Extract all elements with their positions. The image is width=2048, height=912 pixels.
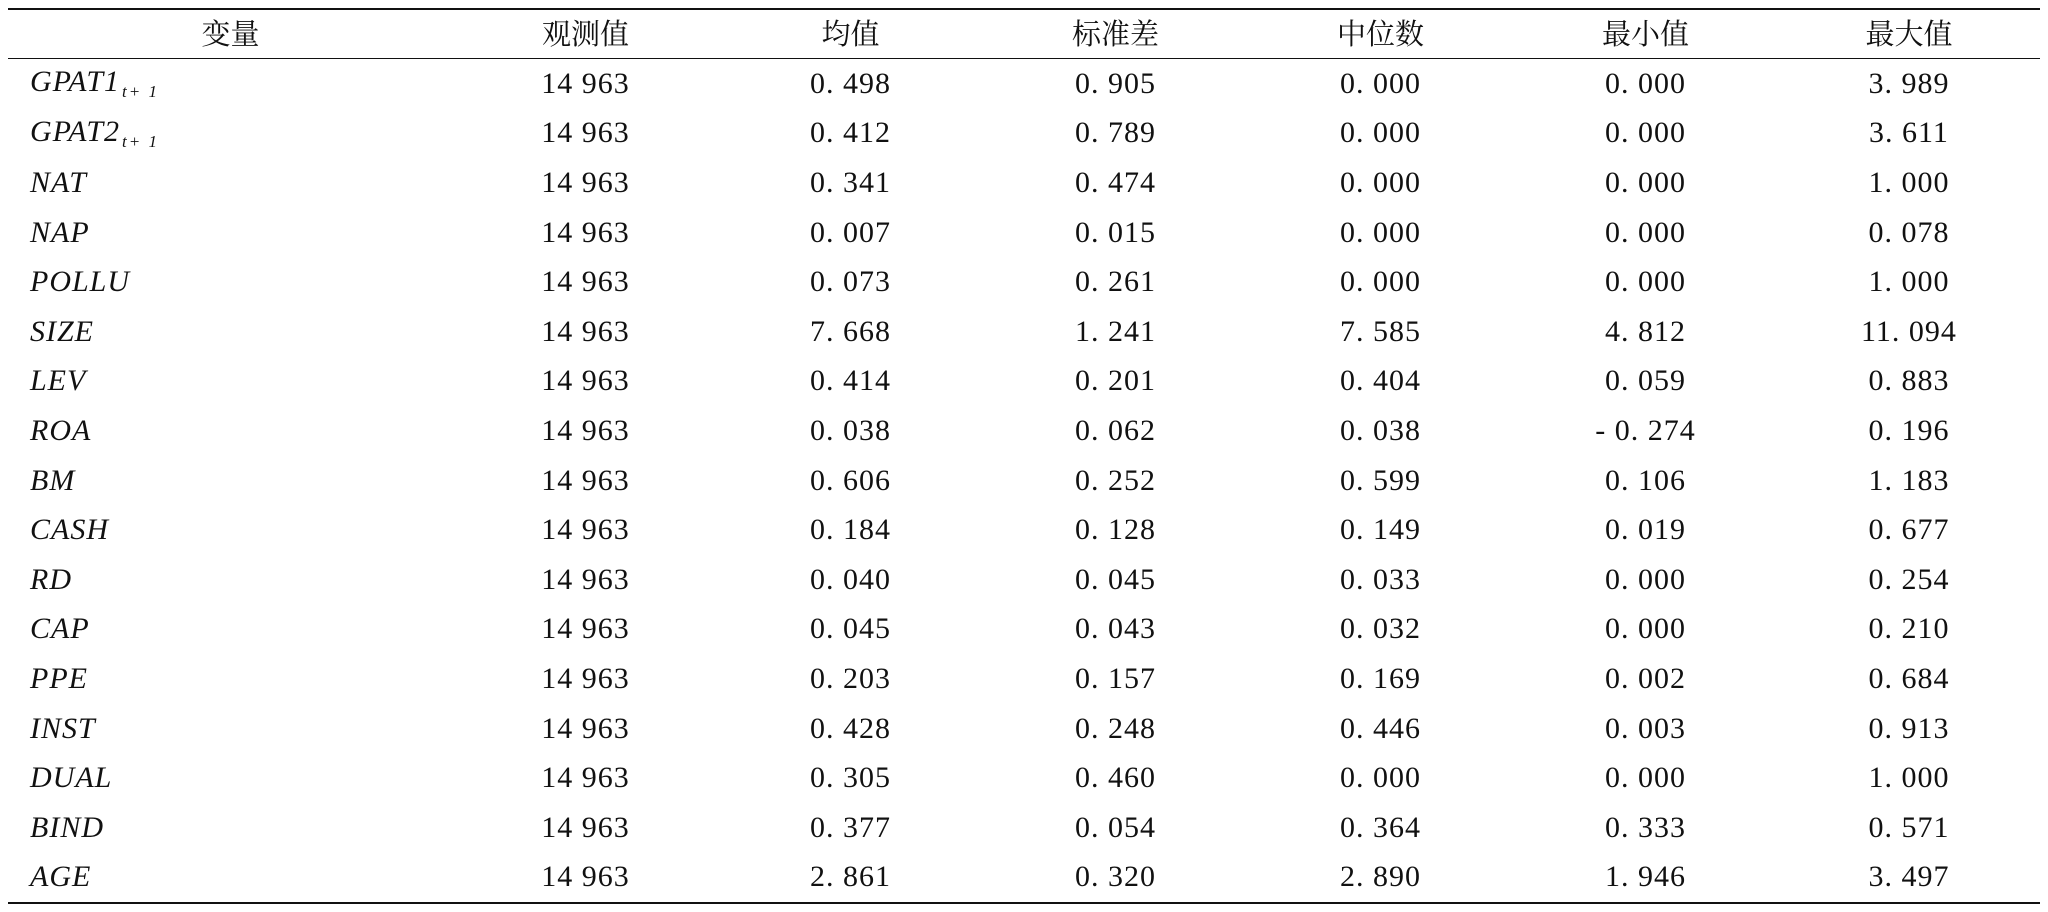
std-dev-value: 0. 015	[1075, 215, 1156, 249]
observations-value: 14 963	[541, 116, 630, 150]
std-dev-value: 0. 460	[1075, 761, 1156, 795]
table-row	[8, 357, 2040, 407]
table-row	[8, 59, 2040, 109]
std-dev-value: 0. 062	[1075, 413, 1156, 447]
table-row	[8, 753, 2040, 803]
max-value: 0. 913	[1868, 711, 1950, 745]
observations-value: 14 963	[541, 215, 630, 249]
mean-value: 7. 668	[810, 314, 891, 348]
max-value: 3. 497	[1868, 860, 1950, 894]
std-dev-value: 0. 054	[1075, 810, 1156, 844]
median-value: 0. 149	[1340, 513, 1421, 547]
median-value: 2. 890	[1340, 860, 1421, 894]
observations-value: 14 963	[541, 364, 630, 398]
min-value: 4. 812	[1605, 314, 1686, 348]
min-value: 0. 106	[1605, 463, 1686, 497]
table-row	[8, 605, 2040, 655]
table-row	[8, 158, 2040, 208]
median-value: 7. 585	[1340, 314, 1421, 348]
min-value: 0. 000	[1605, 116, 1686, 150]
mean-value: 0. 412	[810, 116, 891, 150]
variable-name: CAP	[30, 612, 90, 646]
observations-value: 14 963	[541, 413, 630, 447]
min-value: 0. 002	[1605, 661, 1686, 695]
std-dev-value: 0. 261	[1075, 265, 1156, 299]
header-std-dev: 标准差	[1071, 16, 1159, 51]
variable-name: POLLU	[30, 265, 131, 299]
mean-value: 0. 305	[810, 761, 891, 795]
max-value: 1. 000	[1868, 761, 1950, 795]
table-row	[8, 555, 2040, 605]
table-row	[8, 654, 2040, 704]
variable-name: BM	[30, 463, 76, 497]
variable-name: LEV	[30, 364, 87, 398]
mean-value: 0. 038	[810, 413, 891, 447]
median-value: 0. 038	[1340, 413, 1421, 447]
table-row	[8, 406, 2040, 456]
observations-value: 14 963	[541, 165, 630, 199]
observations-value: 14 963	[541, 562, 630, 596]
variable-name: BIND	[30, 810, 104, 844]
variable-name: GPAT2 $_{t+ 1}$	[30, 114, 159, 151]
descriptive-statistics-table	[8, 8, 2040, 904]
max-value: 1. 000	[1868, 165, 1950, 199]
median-value: 0. 446	[1340, 711, 1421, 745]
observations-value: 14 963	[541, 711, 630, 745]
mean-value: 0. 073	[810, 265, 891, 299]
median-value: 0. 000	[1340, 165, 1421, 199]
mean-value: 0. 040	[810, 562, 891, 596]
table-row	[8, 257, 2040, 307]
std-dev-value: 0. 201	[1075, 364, 1156, 398]
mean-value: 0. 377	[810, 810, 891, 844]
header-observations: 观测值	[541, 16, 629, 51]
std-dev-value: 0. 043	[1075, 612, 1156, 646]
min-value: 0. 019	[1605, 513, 1686, 547]
observations-value: 14 963	[541, 860, 630, 894]
variable-name: GPAT1 $_{t+ 1}$	[30, 65, 159, 102]
max-value: 0. 254	[1868, 562, 1950, 596]
variable-subscript: t+ 1	[122, 131, 159, 151]
max-value: 0. 883	[1868, 364, 1950, 398]
mean-value: 0. 045	[810, 612, 891, 646]
max-value: 0. 196	[1868, 413, 1950, 447]
observations-value: 14 963	[541, 314, 630, 348]
max-value: 3. 611	[1869, 116, 1949, 150]
min-value: 0. 000	[1605, 562, 1686, 596]
std-dev-value: 0. 157	[1075, 661, 1156, 695]
header-mean: 均值	[821, 16, 880, 51]
table-row	[8, 109, 2040, 159]
max-value: 0. 677	[1868, 513, 1950, 547]
variable-name: PPE	[30, 661, 88, 695]
variable-name: NAP	[30, 215, 90, 249]
variable-name: DUAL	[30, 761, 113, 795]
median-value: 0. 000	[1340, 761, 1421, 795]
min-value: 0. 000	[1605, 612, 1686, 646]
mean-value: 2. 861	[810, 860, 891, 894]
mean-value: 0. 203	[810, 661, 891, 695]
median-value: 0. 033	[1340, 562, 1421, 596]
std-dev-value: 0. 128	[1075, 513, 1156, 547]
std-dev-value: 0. 045	[1075, 562, 1156, 596]
std-dev-value: 0. 905	[1075, 66, 1156, 100]
min-value: 1. 946	[1605, 860, 1686, 894]
max-value: 11. 094	[1861, 314, 1957, 348]
observations-value: 14 963	[541, 761, 630, 795]
max-value: 1. 000	[1868, 265, 1950, 299]
median-value: 0. 599	[1340, 463, 1421, 497]
min-value: 0. 000	[1605, 215, 1686, 249]
table-bottom-rule	[8, 902, 2040, 904]
header-variable: 变量	[201, 16, 260, 51]
variable-subscript: t+ 1	[122, 82, 159, 102]
observations-value: 14 963	[541, 513, 630, 547]
std-dev-value: 0. 252	[1075, 463, 1156, 497]
max-value: 0. 078	[1868, 215, 1950, 249]
min-value: 0. 000	[1605, 265, 1686, 299]
table-row	[8, 803, 2040, 853]
header-median: 中位数	[1336, 16, 1424, 51]
median-value: 0. 364	[1340, 810, 1421, 844]
std-dev-value: 0. 789	[1075, 116, 1156, 150]
std-dev-value: 0. 474	[1075, 165, 1156, 199]
mean-value: 0. 184	[810, 513, 891, 547]
variable-name: RD	[30, 562, 72, 596]
median-value: 0. 000	[1340, 265, 1421, 299]
observations-value: 14 963	[541, 810, 630, 844]
observations-value: 14 963	[541, 463, 630, 497]
observations-value: 14 963	[541, 265, 630, 299]
mean-value: 0. 428	[810, 711, 891, 745]
median-value: 0. 032	[1340, 612, 1421, 646]
median-value: 0. 169	[1340, 661, 1421, 695]
median-value: 0. 000	[1340, 215, 1421, 249]
variable-name: CASH	[30, 513, 109, 547]
min-value: 0. 000	[1605, 66, 1686, 100]
min-value: 0. 000	[1605, 165, 1686, 199]
table-row	[8, 853, 2040, 903]
table-row	[8, 208, 2040, 258]
header-max: 最大值	[1865, 16, 1953, 51]
observations-value: 14 963	[541, 612, 630, 646]
table-row	[8, 505, 2040, 555]
min-value: - 0. 274	[1595, 413, 1696, 447]
min-value: 0. 000	[1605, 761, 1686, 795]
std-dev-value: 0. 248	[1075, 711, 1156, 745]
mean-value: 0. 498	[810, 66, 891, 100]
min-value: 0. 059	[1605, 364, 1686, 398]
median-value: 0. 404	[1340, 364, 1421, 398]
max-value: 0. 684	[1868, 661, 1950, 695]
table-row	[8, 456, 2040, 506]
max-value: 3. 989	[1868, 66, 1950, 100]
table-header-row	[8, 10, 2040, 58]
median-value: 0. 000	[1340, 116, 1421, 150]
std-dev-value: 0. 320	[1075, 860, 1156, 894]
mean-value: 0. 341	[810, 165, 891, 199]
mean-value: 0. 007	[810, 215, 891, 249]
max-value: 1. 183	[1868, 463, 1950, 497]
max-value: 0. 571	[1868, 810, 1950, 844]
table-body	[8, 59, 2040, 902]
variable-name: AGE	[30, 860, 92, 894]
min-value: 0. 333	[1605, 810, 1686, 844]
variable-name: ROA	[30, 413, 92, 447]
min-value: 0. 003	[1605, 711, 1686, 745]
observations-value: 14 963	[541, 66, 630, 100]
mean-value: 0. 414	[810, 364, 891, 398]
header-min: 最小值	[1601, 16, 1689, 51]
median-value: 0. 000	[1340, 66, 1421, 100]
table-row	[8, 704, 2040, 754]
max-value: 0. 210	[1868, 612, 1950, 646]
variable-name: INST	[30, 711, 96, 745]
mean-value: 0. 606	[810, 463, 891, 497]
variable-name: SIZE	[30, 314, 94, 348]
observations-value: 14 963	[541, 661, 630, 695]
variable-name: NAT	[30, 165, 87, 199]
std-dev-value: 1. 241	[1075, 314, 1156, 348]
table-row	[8, 307, 2040, 357]
